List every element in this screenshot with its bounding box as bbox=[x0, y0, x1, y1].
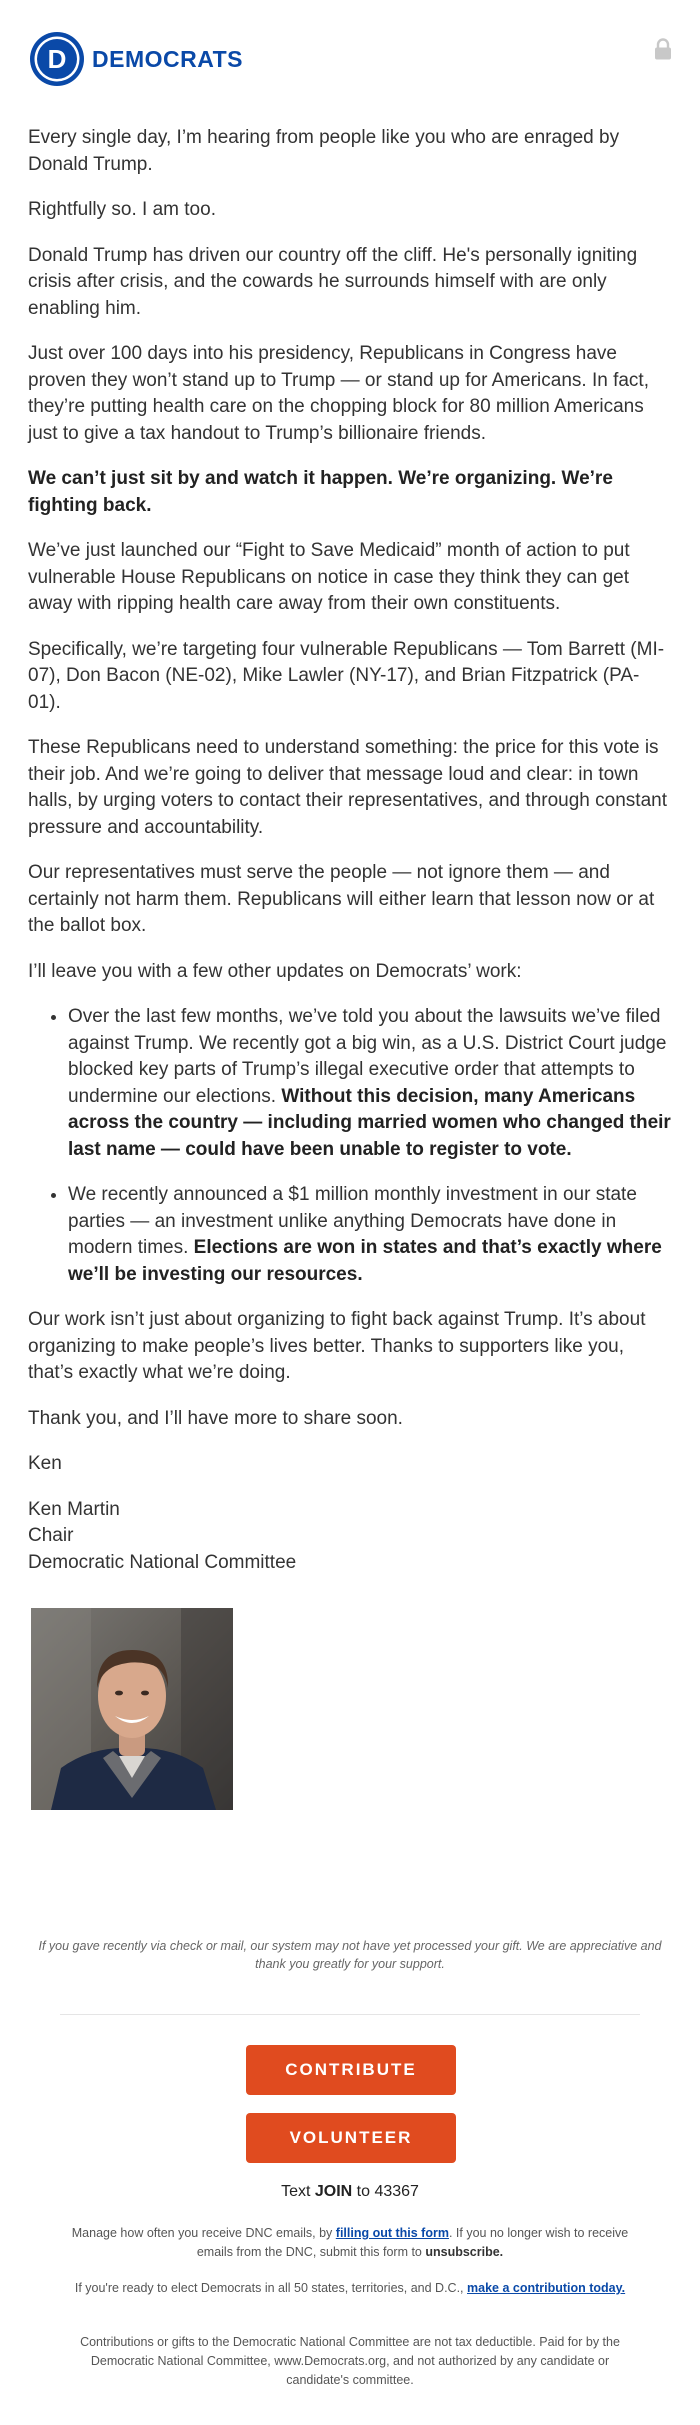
list-item bbox=[68, 1182, 672, 1288]
democrats-d-logo-icon bbox=[28, 30, 86, 88]
updates-list bbox=[28, 1004, 672, 1288]
paragraph: Every single day, I’m hearing from people like you who are enraged by Donald Trump. bbox=[28, 127, 620, 175]
divider bbox=[60, 2014, 640, 2015]
list-item-bold: Without this decision, many Americans across the country — including married women who changed their last name — could have been unable to register to vote. bbox=[68, 1085, 671, 1160]
paragraph: Our work isn’t just about organizing to fight back against Trump. It’s about organizing to make people’s lives better. Thanks to supporters like you, that’s exactly what we’re doing. bbox=[28, 1309, 646, 1383]
footer-text: If you're ready to elect Democrats in all 50 states, territories, and D.C., bbox=[74, 2281, 467, 2295]
signature-org: Democratic National Committee bbox=[28, 1551, 297, 1573]
paragraph: Thank you, and I’ll have more to share soon. bbox=[28, 1407, 403, 1429]
paragraph: We’ve just launched our “Fight to Save Medicaid” month of action to put vulnerable House Republicans on notice in case they think they can get away with ripping health care away from their own constituents. bbox=[28, 540, 630, 614]
gift-disclaimer: If you gave recently via check or mail, our system may not have yet processed your gift. We are appreciative and thank you greatly for your support. bbox=[38, 1939, 662, 1971]
email-header bbox=[0, 0, 700, 120]
paragraph: Our representatives must serve the people — not ignore them — and certainly not harm them. Republicans will either learn that lesson now or at the ballot box. bbox=[28, 862, 655, 936]
author-photo bbox=[31, 1608, 233, 1810]
footer-contribute bbox=[70, 2279, 630, 2298]
volunteer-button[interactable]: VOLUNTEER bbox=[246, 2113, 456, 2163]
text-join-keyword: JOIN bbox=[314, 2183, 353, 2200]
paragraph: Specifically, we’re targeting four vulnerable Republicans — Tom Barrett (MI-07), Don Bacon (NE-02), Mike Lawler (NY-17), and Brian Fitzpatrick (PA-01). bbox=[28, 638, 665, 713]
paragraph: Donald Trump has driven our country off the cliff. He's personally igniting crisis after crisis, and the cowards he surrounds himself with are only enabling him. bbox=[28, 244, 638, 319]
lock-icon bbox=[654, 38, 672, 60]
democrats-logo[interactable] bbox=[28, 30, 243, 88]
footer-legal: Contributions or gifts to the Democratic National Committee are not tax deductible. Paid for by the Democratic National Committee, www.Democrats.org, and not authorized by any candidate or candidate's committee. bbox=[80, 2335, 620, 2387]
list-item bbox=[68, 1004, 672, 1163]
paragraph-bold bbox=[28, 466, 672, 519]
unsubscribe-text: unsubscribe. bbox=[425, 2245, 504, 2259]
bold-statement: We can’t just sit by and watch it happen. We’re organizing. We’re fighting back. bbox=[28, 468, 613, 516]
manage-emails-link[interactable]: filling out this form bbox=[335, 2226, 449, 2240]
signature-block bbox=[28, 1497, 672, 1577]
signature-name: Ken Martin bbox=[28, 1498, 120, 1520]
list-item-text: Over the last few months, we’ve told you about the lawsuits we’ve filed against Trump. We recently got a big win, as a U.S. District Court judge blocked key parts of Trump’s illegal executive order that attempts to undermine our elections. bbox=[68, 1006, 667, 1107]
text-join-pre: Text bbox=[281, 2183, 315, 2200]
logo-wordmark: DEMOCRATS bbox=[92, 45, 244, 72]
signoff: Ken bbox=[28, 1453, 62, 1474]
list-item-text: We recently announced a $1 million monthly investment in our state parties — an investment unlike anything Democrats have done in modern times. bbox=[68, 1184, 637, 1258]
paragraph: Rightfully so. I am too. bbox=[28, 199, 216, 220]
list-item-bold: Elections are won in states and that’s exactly where we’ll be investing our resources. bbox=[68, 1237, 662, 1285]
footer-text: Manage how often you receive DNC emails, by bbox=[71, 2226, 336, 2240]
paragraph: Just over 100 days into his presidency, Republicans in Congress have proven they won’t stand up to Trump — or stand up for Americans. In fact, they’re putting health care on the chopping block for 80 million Americans just to give a tax handout to Trump’s billionaire friends. bbox=[28, 343, 649, 444]
logo-letter: D bbox=[47, 44, 67, 74]
paragraph: These Republicans need to understand something: the price for this vote is their job. And we’re going to deliver that message loud and clear: in town halls, by urging voters to contact their representatives, and through constant pressure and accountability. bbox=[28, 737, 667, 838]
text-join-post: to 43367 bbox=[352, 2183, 419, 2200]
signature-title: Chair bbox=[28, 1525, 74, 1546]
make-contribution-link[interactable]: make a contribution today. bbox=[467, 2281, 626, 2295]
paragraph: I’ll leave you with a few other updates on Democrats’ work: bbox=[28, 960, 522, 982]
footer-text: . If you no longer wish to receive emails from the DNC, submit this form to bbox=[196, 2226, 629, 2259]
text-join-prompt bbox=[0, 2183, 700, 2201]
contribute-button[interactable]: CONTRIBUTE bbox=[246, 2045, 456, 2095]
footer-manage bbox=[70, 2224, 630, 2262]
email-body bbox=[28, 125, 672, 1595]
